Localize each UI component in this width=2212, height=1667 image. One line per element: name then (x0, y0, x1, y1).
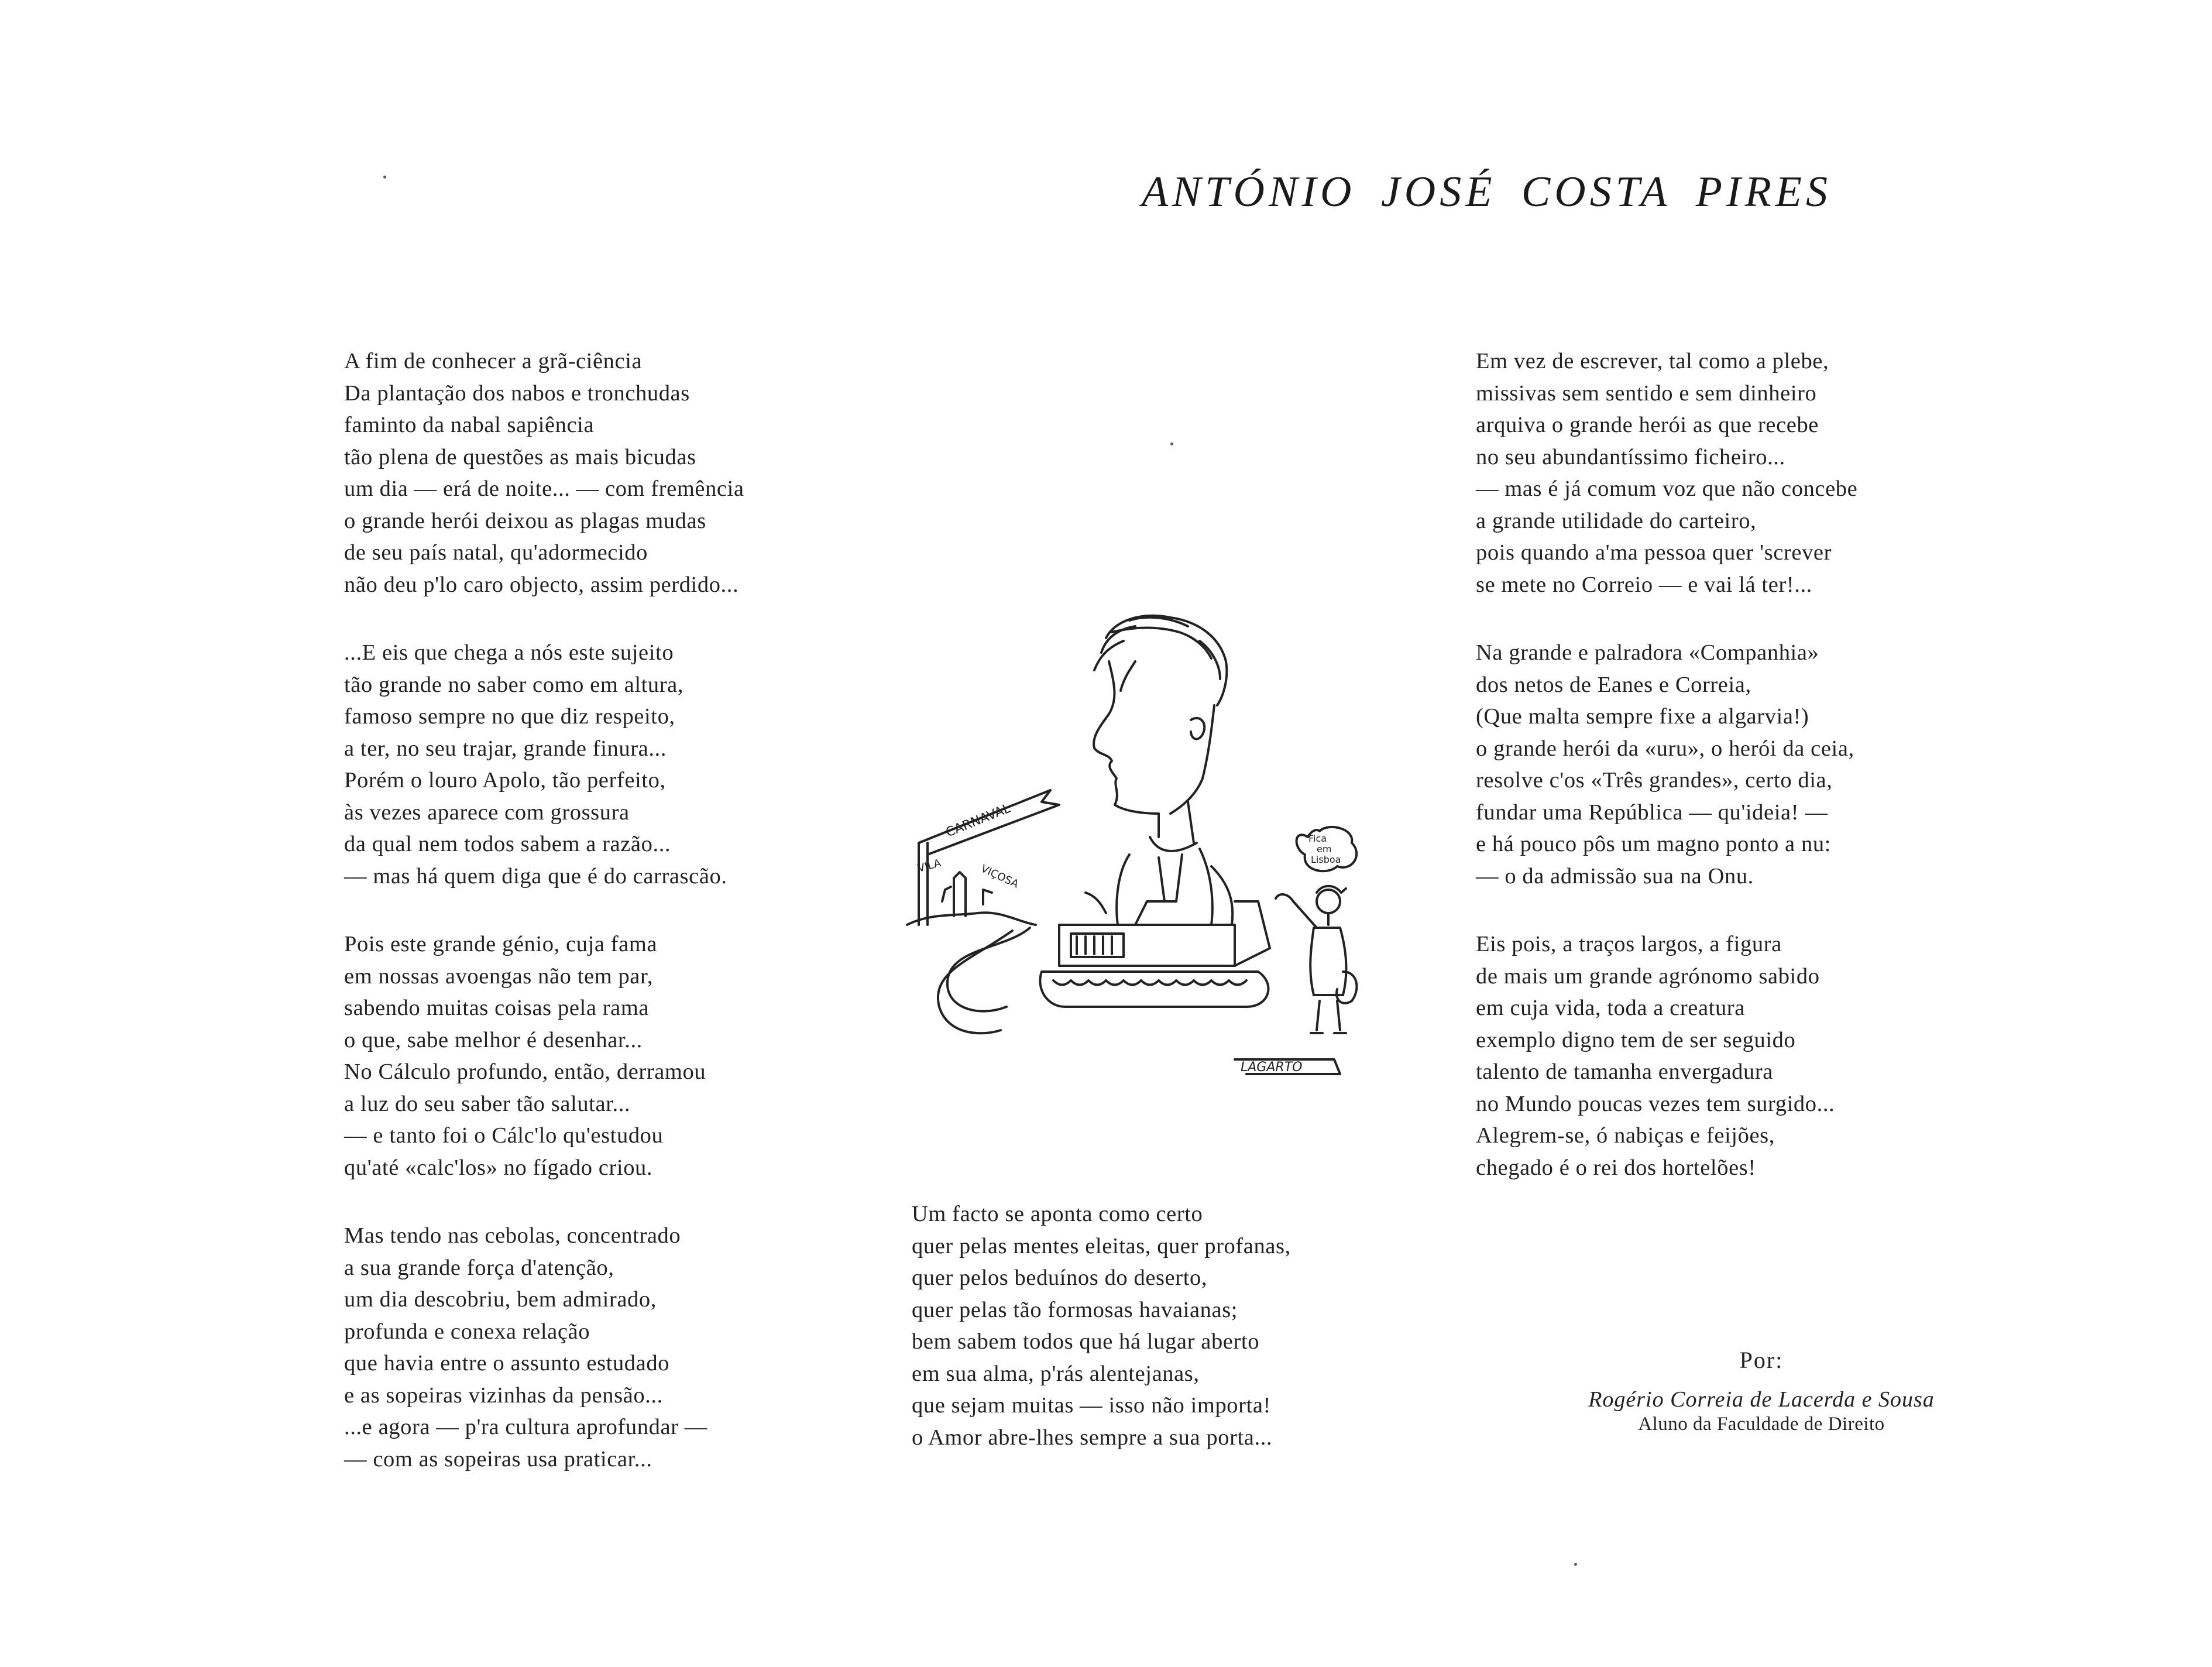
poem-line: ...E eis que chega a nós este sujeito (344, 640, 674, 665)
poem-line: às vezes aparece com grossura (344, 800, 630, 825)
poem-line: quer pelos beduínos do deserto, (912, 1265, 1208, 1290)
stanza (344, 637, 744, 892)
poem-line: bem sabem todos que há lugar aberto (912, 1329, 1260, 1354)
poem-line: (Que malta sempre fixe a algarvia!) (1476, 704, 1809, 729)
stanza (1476, 637, 1857, 892)
poem-line: Pois este grande génio, cuja fama (344, 932, 658, 956)
poem-column-left (344, 345, 744, 1511)
poem-line: dos netos de Eanes e Correia, (1476, 672, 1751, 697)
poem-line: qu'até «calc'los» no fígado criou. (344, 1155, 653, 1180)
poem-line: tão plena de questões as mais bicudas (344, 444, 696, 469)
poem-line: Um facto se aponta como certo (912, 1202, 1203, 1226)
poem-line: Em vez de escrever, tal como a plebe, (1476, 349, 1829, 373)
poem-line: o Amor abre-lhes sempre a sua porta... (912, 1425, 1273, 1450)
poem-line: de mais um grande agrónomo sabido (1476, 963, 1820, 989)
poem-line: chegado é o rei dos hortelões! (1476, 1155, 1756, 1180)
poem-line: da qual nem todos sabem a razão... (344, 832, 671, 856)
print-speck (1574, 1563, 1577, 1566)
caricature-speech-line-1: Fica (1308, 833, 1327, 844)
poem-line: a luz do seu saber tão salutar... (344, 1091, 631, 1116)
poem-line: Alegrem-se, ó nabiças e feijões, (1476, 1123, 1775, 1148)
poem-line: quer pelas mentes eleitas, quer profanas, (912, 1233, 1291, 1258)
stanza (1476, 345, 1857, 601)
poem-line: talento de tamanha envergadura (1476, 1059, 1773, 1084)
poem-line: — o da admissão sua na Onu. (1476, 863, 1754, 889)
poem-line: a grande utilidade do carteiro, (1476, 508, 1757, 533)
caricature-drawing (884, 597, 1387, 1089)
poem-line: missivas sem sentido e sem dinheiro (1476, 380, 1817, 406)
caricature-town-label-1: VILA (916, 857, 943, 875)
stanza (1476, 928, 1857, 1184)
poem-line: pois quando a'ma pessoa quer 'screver (1476, 540, 1832, 565)
poem-line: A fim de conhecer a grã-ciência (344, 349, 643, 373)
poem-line: faminto da nabal sapiência (344, 413, 595, 437)
poem-line: a ter, no seu trajar, grande finura... (344, 736, 667, 761)
print-speck (383, 176, 386, 179)
poem-line: em cuja vida, toda a creatura (1476, 996, 1745, 1020)
caricature-body (1117, 849, 1213, 925)
poem-line: — mas é já comum voz que não concebe (1476, 476, 1858, 501)
stanza (344, 345, 744, 601)
poem-line: Na grande e palradora «Companhia» (1476, 640, 1819, 665)
poem-line: — com as sopeiras usa praticar... (344, 1446, 652, 1472)
poem-line: se mete no Correio — e vai lá ter!... (1476, 572, 1812, 597)
poem-line: arquiva o grande herói as que recebe (1476, 413, 1819, 437)
poem-line: no seu abundantíssimo ficheiro... (1476, 444, 1785, 469)
poem-line: e há pouco pôs um magno ponto a nu: (1476, 832, 1831, 856)
poem-line: em sua alma, p'rás alentejanas, (912, 1361, 1200, 1386)
poem-line: fundar uma República — qu'ideia! — (1476, 800, 1828, 825)
poem-line: — e tanto foi o Cálc'lo qu'estudou (344, 1123, 664, 1148)
caricature-road (947, 928, 1030, 1011)
signature-block (1521, 1346, 2001, 1435)
caricature-speech-line-2: em (1317, 843, 1332, 855)
poem-line: ...e agora — p'ra cultura aprofundar — (344, 1415, 707, 1439)
poem-column-right (1476, 345, 1857, 1220)
poem-line: profunda e conexa relação (344, 1319, 590, 1344)
stanza (344, 1220, 744, 1475)
poem-line: que sejam muitas — isso não importa! (912, 1393, 1271, 1418)
caricature-artist-signature: LAGARTO (1241, 1060, 1303, 1075)
stanza (344, 928, 744, 1184)
poem-line: resolve c'os «Três grandes», certo dia, (1476, 768, 1833, 793)
poem-line: Porém o louro Apolo, tão perfeito, (344, 768, 666, 793)
poem-line: famoso sempre no que diz respeito, (344, 704, 675, 729)
poem-line: o grande herói da «uru», o herói da ceia, (1476, 736, 1854, 761)
poem-line: que havia entre o assunto estudado (344, 1351, 670, 1376)
poem-line: quer pelas tão formosas havaianas; (912, 1297, 1238, 1322)
poem-line: tão grande no saber como em altura, (344, 672, 684, 697)
poem-line: em nossas avoengas não tem par, (344, 963, 654, 989)
poem-line: Eis pois, a traços largos, a figura (1476, 932, 1782, 956)
poem-line: e as sopeiras vizinhas da pensão... (344, 1383, 663, 1408)
poem-line: No Cálculo profundo, então, derramou (344, 1059, 706, 1084)
poem-line: o grande herói deixou as plagas mudas (344, 508, 706, 533)
page-title: ANTÓNIO JOSÉ COSTA PIRES (1141, 168, 1832, 216)
poem-line: sabendo muitas coisas pela rama (344, 996, 650, 1020)
signature-prefix: Por: (1739, 1347, 1784, 1373)
caricature-speech-line-3: Lisboa (1311, 854, 1341, 865)
poem-line: Mas tendo nas cebolas, concentrado (344, 1223, 681, 1248)
poem-line: o que, sabe melhor é desenhar... (344, 1027, 643, 1052)
poem-line: Da plantação dos nabos e tronchudas (344, 380, 690, 406)
print-speck (1170, 443, 1173, 445)
stanza (912, 1198, 1291, 1453)
signature-author: Rogério Correia de Lacerda e Sousa (1588, 1387, 1935, 1412)
poem-line: não deu p'lo caro objecto, assim perdido... (344, 572, 739, 597)
caricature-woman-head (1317, 890, 1340, 913)
poem-line: um dia descobriu, bem admirado, (344, 1287, 657, 1312)
caricature-face-profile (1094, 661, 1159, 814)
poem-line: — mas há quem diga que é do carrascão. (344, 863, 727, 889)
caricature-sign-post (919, 843, 928, 925)
poem-line: exemplo digno tem de ser seguido (1476, 1027, 1796, 1052)
poem-line: de seu país natal, qu'adormecido (344, 540, 648, 565)
poem-line: um dia — erá de noite... — com fremência (344, 476, 744, 501)
poem-line: no Mundo poucas vezes tem surgido... (1476, 1091, 1835, 1116)
poem-column-center (912, 1198, 1291, 1490)
caricature-sign-text: CARNAVAL (943, 801, 1013, 841)
caricature-town-label-2: VIÇOSA (978, 862, 1021, 891)
poem-line: a sua grande força d'atenção, (344, 1255, 614, 1280)
signature-affiliation: Aluno da Faculdade de Direito (1638, 1414, 1885, 1435)
